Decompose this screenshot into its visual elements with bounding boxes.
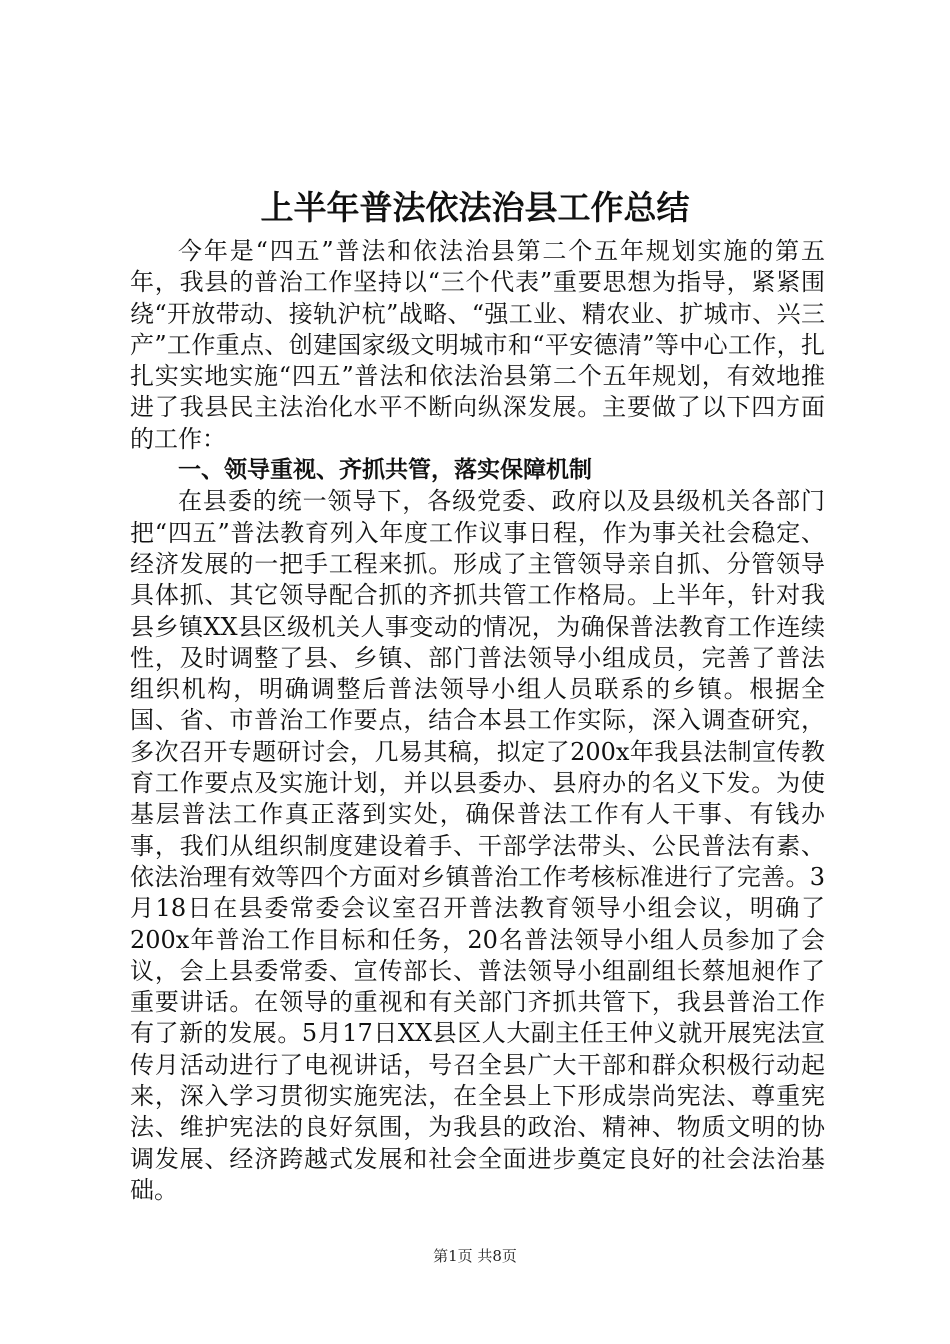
section-paragraph: 在县委的统一领导下，各级党委、政府以及县级机关各部门把“四五”普法教育列入年度工作议事日程，作为事关社会稳定、经济发展的一把手工程来抓。形成了主管领导亲自抓、分管领导具体抓、其它领导配合抓的齐抓共管工作格局。上半年，针对我县乡镇XX县区级机关人事变动的情况，为确保普法教育工作连续性，及时调整了县、乡镇、部门普法领导小组成员，完善了普法组织机构，明确调整后普法领导小组人员联系的乡镇。根据全国、省、市普治工作要点，结合本县工作实际，深入调查研究，多次召开专题研讨会，几易其稿，拟定了200x年我县法制宣传教育工作要点及实施计划，并以县委办、县府办的名义下发。为使基层普法工作真正落到实处，确保普法工作有人干事、有钱办事，我们从组织制度建设着手、干部学法带头、公民普法有素、依法治理有效等四个方面对乡镇普治工作考核标准进行了完善。3月18日在县委常委会议室召开普法教育领导小组会议，明确了200x年普治工作目标和任务，20名普法领导小组人员参加了会议，会上县委常委、宣传部长、普法领导小组副组长蔡旭昶作了重要讲话。在领导的重视和有关部门齐抓共管下，我县普治工作有了新的发展。5月17日XX县区人大副主任王仲义就开展宪法宣传月活动进行了电视讲话，号召全县广大干部和群众积极行动起来，深入学习贯彻实施宪法，在全县上下形成崇尚宪法、尊重宪法、维护宪法的良好氛围，为我县的政治、精神、物质文明的协调发展、经济跨越式发展和社会全面进步奠定良好的社会法治基础。 <box>130 487 825 1204</box>
intro-paragraph: 今年是“四五”普法和依法治县第二个五年规划实施的第五年，我县的普治工作坚持以“三个代表”重要思想为指导，紧紧围绕“开放带动、接轨沪杭”战略、“强工业、精农业、扩城市、兴三产”工作重点、创建国家级文明城市和“平安德清”等中心工作，扎扎实实地实施“四五”普法和依法治县第二个五年规划，有效地推进了我县民主法治化水平不断向纵深发展。主要做了以下四方面的工作： <box>130 237 825 453</box>
page-footer: 第1页 共8页 <box>433 1247 517 1265</box>
document-body <box>130 236 825 1206</box>
document-title: 上半年普法依法治县工作总结 <box>260 188 690 227</box>
section-heading: 一、领导重视、齐抓共管，落实保障机制 <box>178 457 592 484</box>
